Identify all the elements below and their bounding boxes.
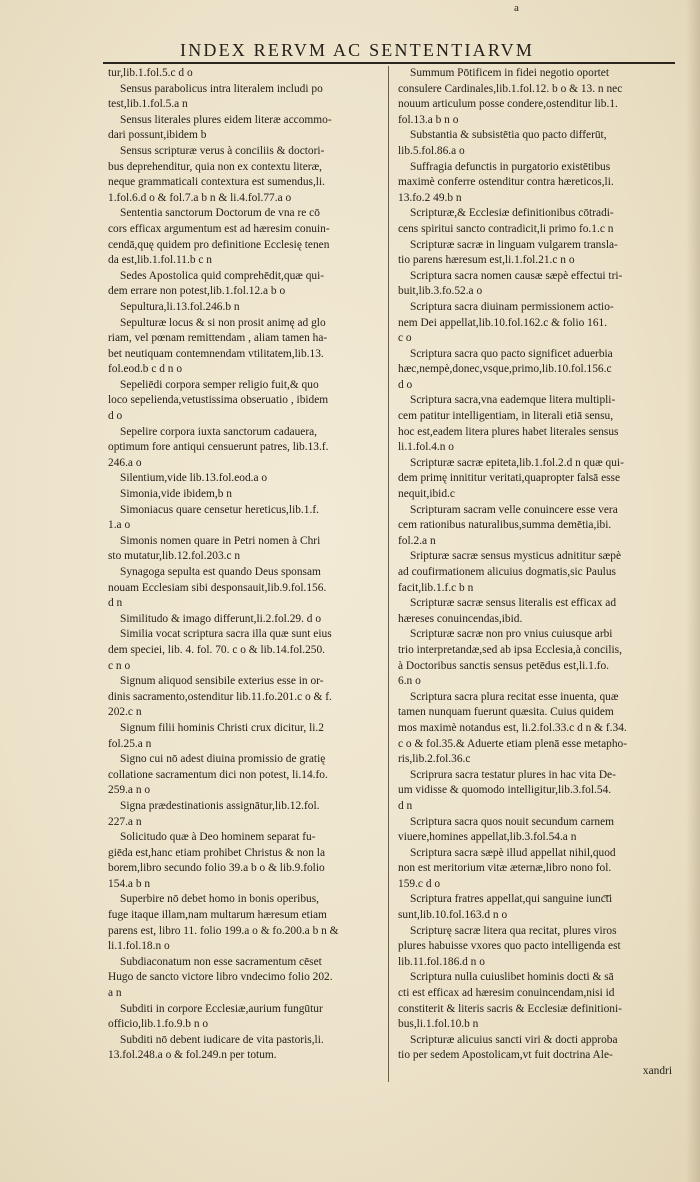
index-entry (398, 347, 676, 394)
entry-line: Signa prædestinationis assignātur,lib.12.fol. (120, 799, 320, 812)
entry-line: Similitudo & imago differunt,li.2.fol.29. d o (120, 612, 322, 625)
entry-line: tio parens hæresum est,li.1.fol.21.c n o (398, 254, 575, 267)
entry-line: cendā,quę quidem pro definitione Ecclesię tenen (108, 238, 330, 251)
entry-line: riam, vel pœnam remittendam , aliam tamen ha- (108, 332, 328, 345)
index-entry (108, 300, 384, 316)
entry-line: ris,lib.2.fol.36.c (398, 753, 471, 766)
corner-mark: a (514, 2, 519, 14)
index-entry (108, 206, 384, 268)
index-entry (108, 1033, 384, 1064)
index-entry (398, 393, 676, 455)
index-entry (108, 487, 384, 503)
entry-line: 259.a n o (108, 784, 151, 797)
entry-line: c n o (108, 659, 131, 672)
entry-line: lib.5.fol.86.a o (398, 144, 465, 157)
catchword: xandri (642, 1065, 672, 1077)
entry-line: bet neutiquam contemnendam vtilitatem,lib.13. (108, 347, 324, 360)
index-entry (108, 799, 384, 830)
header-rule (103, 62, 675, 64)
index-entry (398, 269, 676, 300)
entry-line: cti est efficax ad hæresim conuincendam,nisi id (398, 987, 615, 1000)
entry-line: Sensus parabolicus intra literalem includi po (120, 82, 323, 95)
entry-line: da est,lib.1.fol.11.b c n (108, 254, 212, 267)
entry-line: 1.fol.6.d o & fol.7.a b n & li.4.fol.77.a o (108, 191, 292, 204)
entry-line: Signum aliquod sensibile exterius esse in or- (120, 675, 324, 688)
index-entry (398, 970, 676, 1032)
entry-line: 13.fo.2 49.b n (398, 191, 462, 204)
entry-line: maximè conferre ostenditur contra hæreticos,li. (398, 176, 614, 189)
entry-line: Sepultura,li.13.fol.246.b n (120, 300, 240, 313)
index-entry (108, 721, 384, 752)
entry-line: Solicitudo quæ à Deo hominem separat fu- (120, 831, 316, 844)
entry-line: Scriprura sacra testatur plures in hac vita De- (410, 768, 616, 781)
entry-line: fol.2.a n (398, 534, 436, 547)
index-entry (398, 160, 676, 207)
entry-line: Similia vocat scriptura sacra illa quæ sunt eius (120, 628, 332, 641)
entry-line: 159.c d o (398, 877, 441, 890)
entry-line: buit,lib.3.fo.52.a o (398, 285, 483, 298)
entry-line: fol.eod.b c d n o (108, 363, 183, 376)
index-entry (108, 66, 384, 82)
entry-line: Scriptura nulla cuiuslibet hominis docti & sā (410, 971, 614, 984)
entry-line: consulere Cardinales,lib.1.fol.12. b o & 13. n nec (398, 82, 623, 95)
column-divider (388, 66, 389, 1082)
index-entry (108, 113, 384, 144)
index-entry (398, 503, 676, 550)
entry-line: Sententia sanctorum Doctorum de vna re cō (120, 207, 320, 220)
entry-line: bus deprehenditur, quia non ex contextu literæ, (108, 160, 323, 173)
entry-line: neque grammaticali contextura est sumendus,li. (108, 176, 325, 189)
index-entry (108, 503, 384, 534)
entry-line: li.1.fol.4.n o (398, 441, 455, 454)
entry-line: giēda est,hanc etiam prohibet Christus & non la (108, 846, 326, 859)
entry-line: borem,libro secundo folio 39.a b o & lib.9.folio (108, 862, 325, 875)
entry-line: Scriptura sacra quos nouit secundum carnem (410, 815, 615, 828)
entry-line: Synagoga sepulta est quando Deus sponsam (120, 566, 321, 578)
entry-line: Silentium,vide lib.13.fol.eod.a o (120, 472, 268, 485)
index-entry (398, 128, 676, 159)
index-entry (398, 924, 676, 971)
entry-line: hæreses conuincendas,ibid. (398, 612, 523, 625)
index-entry (108, 144, 384, 206)
index-entry (398, 66, 676, 128)
index-entry (108, 534, 384, 565)
entry-line: hoc est,eadem litera plures habet literales sensus (398, 425, 619, 438)
entry-line: nequit,ibid.c (398, 488, 455, 501)
entry-line: mos maximè notandus est, li.2.fol.33.c d n & f.34. (398, 721, 627, 734)
entry-line: test,lib.1.fol.5.a n (108, 98, 188, 111)
entry-line: trio interpretandæ,sed ab ipsa Ecclesia,à concilis, (398, 643, 622, 656)
index-entry (398, 238, 676, 269)
entry-line: Sensus literales plures eidem literæ accommo- (120, 113, 332, 126)
entry-line: à Doctoribus sanctis sensus petēdus est,li.1.fo. (398, 659, 610, 672)
entry-line: Scriptura sacra quo pacto significet aduerbia (410, 347, 613, 360)
entry-line: Sripturæ sacræ sensus mysticus adnititur sæpè (410, 550, 622, 563)
entry-line: Hugo de sancto victore libro vndecimo folio 202. (108, 971, 333, 984)
entry-line: facit,lib.1.f.c b n (398, 581, 474, 594)
entry-line: dari possunt,ibidem b (108, 129, 207, 142)
entry-line: Scripturę sacræ litera qua recitat, plures viros (410, 924, 617, 937)
index-entry (108, 269, 384, 300)
entry-line: 154.a b n (108, 877, 151, 890)
entry-line: Sepeliēdi corpora semper religio fuit,& quo (120, 378, 319, 391)
entry-line: Sepulturæ locus & si non prosit animę ad glo (120, 316, 326, 329)
entry-line: parens est, libro 11. folio 199.a o & fo.200.a b n & (108, 924, 339, 937)
entry-line: fol.13.a b n o (398, 113, 459, 126)
index-entry (398, 596, 676, 627)
entry-line: Scripturam sacram velle conuincere esse vera (410, 503, 618, 516)
entry-line: Superbire nō debet homo in bonis operibus, (120, 893, 319, 906)
index-entry (108, 471, 384, 487)
index-entry (398, 456, 676, 503)
entry-line: Scripturæ sacræ sensus literalis est efficax ad (410, 597, 617, 610)
entry-line: Scriptura fratres appellat,qui sanguine iunc͞ti (410, 893, 613, 906)
entry-line: 246.a o (108, 456, 142, 469)
entry-line: cem patitur intelligentiam, in literali etiā sensu, (398, 410, 614, 423)
entry-line: Scripturæ sacræ epiteta,lib.1.fol.2.d n quæ qui- (410, 456, 624, 469)
entry-line: Substantia & subsistētia quo pacto differūt, (410, 129, 607, 142)
entry-line: Sepelire corpora iuxta sanctorum cadauera, (120, 425, 318, 438)
entry-line: li.1.fol.18.n o (108, 940, 170, 953)
entry-line: Sedes Apostolica quid comprehēdit,quæ qui- (120, 269, 325, 282)
index-entry (398, 1033, 676, 1064)
entry-line: tamen nunquam fuerunt quæsita. Cuius quidem (398, 706, 614, 719)
entry-line: fuge itaque illam,nam multarum hæresum etiam (108, 909, 327, 922)
entry-line: Sensus scripturæ verus à conciliis & doctori- (120, 144, 325, 157)
entry-line: um vidisse & quomodo intelligitur,lib.3.fol.54. (398, 784, 612, 797)
entry-line: loco sepelienda,vetustissima obseruatio , ibidem (108, 394, 329, 407)
index-entry (108, 892, 384, 954)
entry-line: 1.a o (108, 519, 131, 532)
entry-line: fol.25.a n (108, 737, 152, 750)
index-entry (108, 830, 384, 892)
entry-line: non est meritorium vitæ æternæ,libro nono fol. (398, 862, 612, 875)
entry-line: d n (398, 799, 413, 812)
entry-line: Summum Pōtificem in fidei negotio oportet (410, 67, 609, 79)
index-entry (108, 627, 384, 674)
entry-line: constiterit & literis sacris & Ecclesiæ definitioni- (398, 1002, 622, 1015)
entry-line: tur,lib.1.fol.5.c d o (108, 67, 193, 79)
entry-line: dem primę innititur veritati,quapropter falsā esse (398, 472, 621, 485)
entry-line: plures habuisse vxores quo pacto intelligenda est (398, 940, 621, 953)
right-column (398, 66, 676, 1080)
entry-line: c o & fol.35.& Aduerte etiam plenā esse metapho- (398, 737, 628, 750)
index-entry (398, 549, 676, 596)
entry-line: 202.c n (108, 706, 142, 719)
running-title: INDEX RERVM AC SENTENTIARVM (180, 40, 535, 60)
entry-line: nouam Ecclesiam sibi desponsauit,lib.9.fol.156. (108, 581, 327, 594)
entry-line: Scriptura sacra,vna eademque litera multipli- (410, 394, 616, 407)
index-entry (108, 612, 384, 628)
index-entry (108, 752, 384, 799)
entry-line: Signo cui nō adest diuina promissio de gratię (120, 753, 326, 766)
entry-line: Simoniacus quare censetur hereticus,lib.1.f. (120, 503, 319, 516)
entry-line: d n (108, 597, 123, 610)
entry-line: Subditi in corpore Ecclesiæ,aurium fungūtur (120, 1002, 323, 1015)
entry-line: d o (398, 378, 413, 391)
entry-line: 227.a n (108, 815, 142, 828)
index-entry (398, 768, 676, 815)
entry-line: hæc,nempè,donec,vsque,primo,lib.10.fol.156.c (398, 363, 612, 376)
entry-line: Scripturæ sacræ in linguam vulgarem transla- (410, 238, 618, 251)
index-entry (398, 690, 676, 768)
entry-line: 13.fol.248.a o & fol.249.n per totum. (108, 1049, 277, 1062)
entry-line: Scripturæ,& Ecclesiæ definitionibus cōtradi- (410, 207, 614, 220)
entry-line: Scriptura sacra diuinam permissionem actio- (410, 300, 614, 313)
index-entry (398, 846, 676, 893)
entry-line: officio,lib.1.fo.9.b n o (108, 1018, 209, 1031)
entry-line: 6.n o (398, 675, 421, 688)
index-entry (398, 627, 676, 689)
index-entry (398, 206, 676, 237)
index-entry (398, 815, 676, 846)
entry-line: Scriptura sacra sæpè illud appellat nihil,quod (410, 846, 616, 859)
index-entry (108, 1002, 384, 1033)
entry-line: Subditi nō debent iudicare de vita pastoris,li. (120, 1033, 324, 1046)
index-entry (108, 316, 384, 378)
index-entry (108, 565, 384, 612)
entry-line: viuere,homines appellat,lib.3.fol.54.a n (398, 831, 577, 844)
index-entry (398, 300, 676, 347)
entry-line: ad coufirmationem alicuius dogmatis,sic Paulus (398, 566, 616, 578)
left-column (108, 66, 384, 1064)
entry-line: Subdiaconatum non esse sacramentum cēset (120, 955, 322, 968)
entry-line: Signum filii hominis Christi crux dicitur, li.2 (120, 721, 324, 734)
entry-line: cem rationibus naturalibus,summa demētia,ibi. (398, 519, 612, 532)
entry-line: Scriptura sacra nomen causæ sæpè effectui tri- (410, 269, 623, 282)
index-entry (108, 425, 384, 472)
entry-line: cens spiritui sancto contradicit,li primo fo.1.c n (398, 222, 614, 235)
entry-line: Scriptura sacra plura recitat esse inuenta, quæ (410, 690, 619, 703)
entry-line: bus,li.1.fol.10.b n (398, 1018, 479, 1031)
index-entry (398, 892, 676, 923)
index-entry (108, 674, 384, 721)
entry-line: Suffragia defunctis in purgatorio existētibus (410, 160, 611, 173)
entry-line: dinis sacramento,ostenditur lib.11.fo.201.c o & f. (108, 690, 332, 703)
entry-line: Scripturæ sacræ non pro vnius cuiusque arbi (410, 628, 613, 641)
index-entry (108, 955, 384, 1002)
index-entry (108, 82, 384, 113)
entry-line: Simonia,vide ibidem,b n (120, 488, 232, 501)
entry-line: optimum fore antiqui censuerunt patres, lib.13.f. (108, 441, 329, 454)
entry-line: nem Dei appellat,lib.10.fol.162.c & folio 161. (398, 316, 608, 329)
entry-line: collatione sacramentum dici non potest, li.14.fo. (108, 768, 328, 781)
entry-line: sunt,lib.10.fol.163.d n o (398, 909, 508, 922)
page-gutter-shadow (686, 0, 700, 1182)
index-entry (108, 378, 384, 425)
entry-line: nouum articulum posse condere,ostenditur lib.1. (398, 98, 618, 111)
entry-line: dem speciei, lib. 4. fol. 70. c o & lib.14.fol.250. (108, 643, 326, 656)
entry-line: c o (398, 332, 412, 345)
entry-line: Simonis nomen quare in Petri nomen à Chri (120, 534, 321, 547)
entry-line: dem errare non potest,lib.1.fol.12.a b o (108, 285, 286, 298)
entry-line: d o (108, 410, 123, 423)
entry-line: cors efficax argumentum est ad hæresim conuin- (108, 222, 330, 235)
entry-line: lib.11.fol.186.d n o (398, 955, 485, 968)
entry-line: sto mutatur,lib.12.fol.203.c n (108, 550, 241, 563)
entry-line: tio per sedem Apostolicam,vt fuit doctrina Ale- (398, 1049, 613, 1062)
entry-line: Scripturæ alicuius sancti viri & docti approba (410, 1033, 618, 1046)
entry-line: a n (108, 987, 122, 1000)
